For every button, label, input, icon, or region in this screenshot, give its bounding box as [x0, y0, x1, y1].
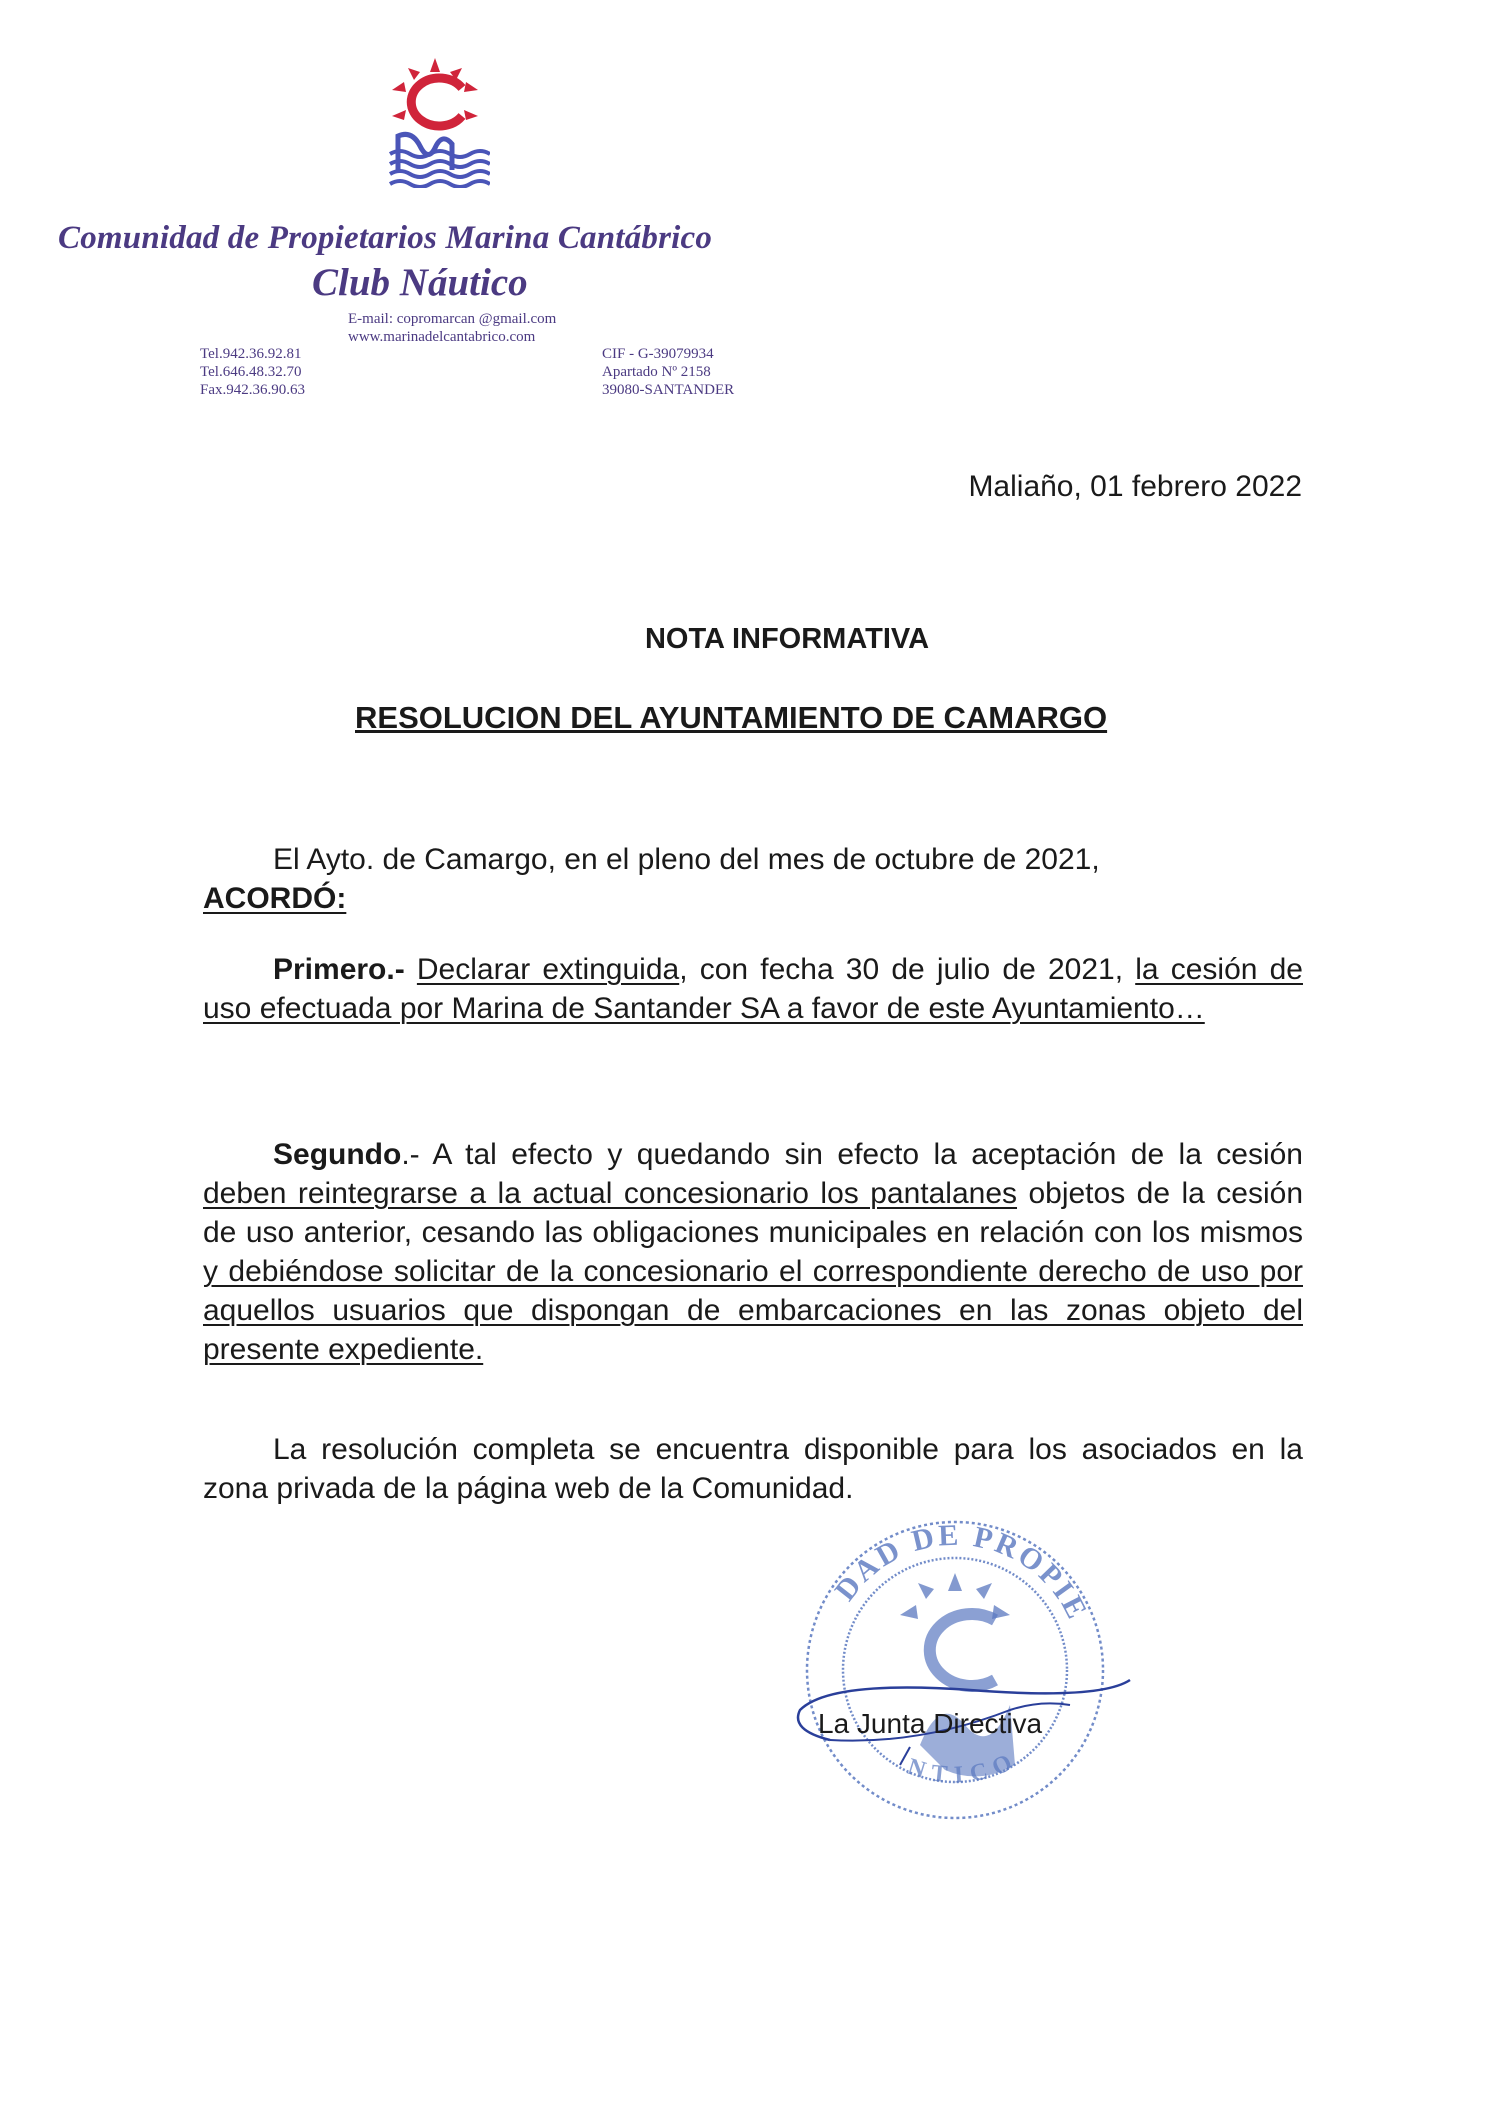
primero-paragraph: [203, 950, 1303, 1028]
apartado-text: Apartado Nº 2158: [602, 364, 711, 380]
address-block: [602, 345, 734, 399]
primero-label: Primero.-: [273, 953, 405, 986]
acordo-label: ACORDÓ:: [203, 882, 347, 915]
primero-underlined-2: la cesión de uso efectuada por Marina de Santander SA a favor de este Ayuntamiento…: [203, 953, 1303, 1025]
club-name: Club Náutico: [312, 261, 528, 304]
document-title: NOTA INFORMATIVA: [644, 623, 930, 655]
email-text: E-mail: copromarcan @gmail.com: [348, 311, 557, 327]
segundo-underlined-2: y debiéndose solicitar de la concesionario el correspondiente derecho de uso por aquellos usuarios que dispongan de embarcaciones en las zonas objeto del presente expediente.: [203, 1255, 1303, 1366]
segundo-plain-1: .- A tal efecto y quedando sin efecto la aceptación de la cesión: [401, 1138, 1303, 1171]
segundo-label: Segundo: [273, 1138, 402, 1171]
phone-2: Tel.646.48.32.70: [200, 364, 302, 380]
primero-plain-1: , con fecha 30 de julio de 2021,: [679, 953, 1136, 986]
document-date: Maliaño, 01 febrero 2022: [968, 470, 1302, 503]
organization-name: Comunidad de Propietarios Marina Cantábrico: [58, 220, 713, 256]
phone-block: [200, 345, 305, 399]
segundo-plain-2: objetos de la cesión de uso anterior, cesando las obligaciones municipales en relación con los mismos: [203, 1177, 1304, 1249]
contact-web-block: [348, 310, 556, 346]
website-text: www.marinadelcantabrico.com: [348, 329, 536, 345]
fax: Fax.942.36.90.63: [200, 382, 305, 398]
postal-text: 39080-SANTANDER: [602, 382, 735, 398]
organization-logo-icon: [380, 58, 490, 188]
stamp-bottom-text: NTICO: [904, 1746, 1024, 1789]
segundo-underlined-1: deben reintegrarse a la actual concesionario los pantalanes: [203, 1177, 1018, 1210]
community-seal-stamp-icon: [770, 1495, 1140, 1845]
stamp-top-text: DAD DE PROPIE: [828, 1518, 1095, 1627]
primero-underlined-1: Declarar extinguida: [416, 953, 680, 986]
closing-text: La resolución completa se encuentra disponible para los asociados en la zona privada de la página web de la Comunidad.: [203, 1433, 1303, 1505]
segundo-paragraph: [203, 1135, 1303, 1369]
intro-text: El Ayto. de Camargo, en el pleno del mes de octubre de 2021,: [273, 843, 1100, 876]
intro-paragraph: [203, 840, 1303, 918]
signature-label: La Junta Directiva: [818, 1708, 1043, 1739]
phone-1: Tel.942.36.92.81: [200, 346, 302, 362]
cif-text: CIF - G-39079934: [602, 346, 714, 362]
document-subtitle: RESOLUCION DEL AYUNTAMIENTO DE CAMARGO: [355, 700, 1108, 735]
